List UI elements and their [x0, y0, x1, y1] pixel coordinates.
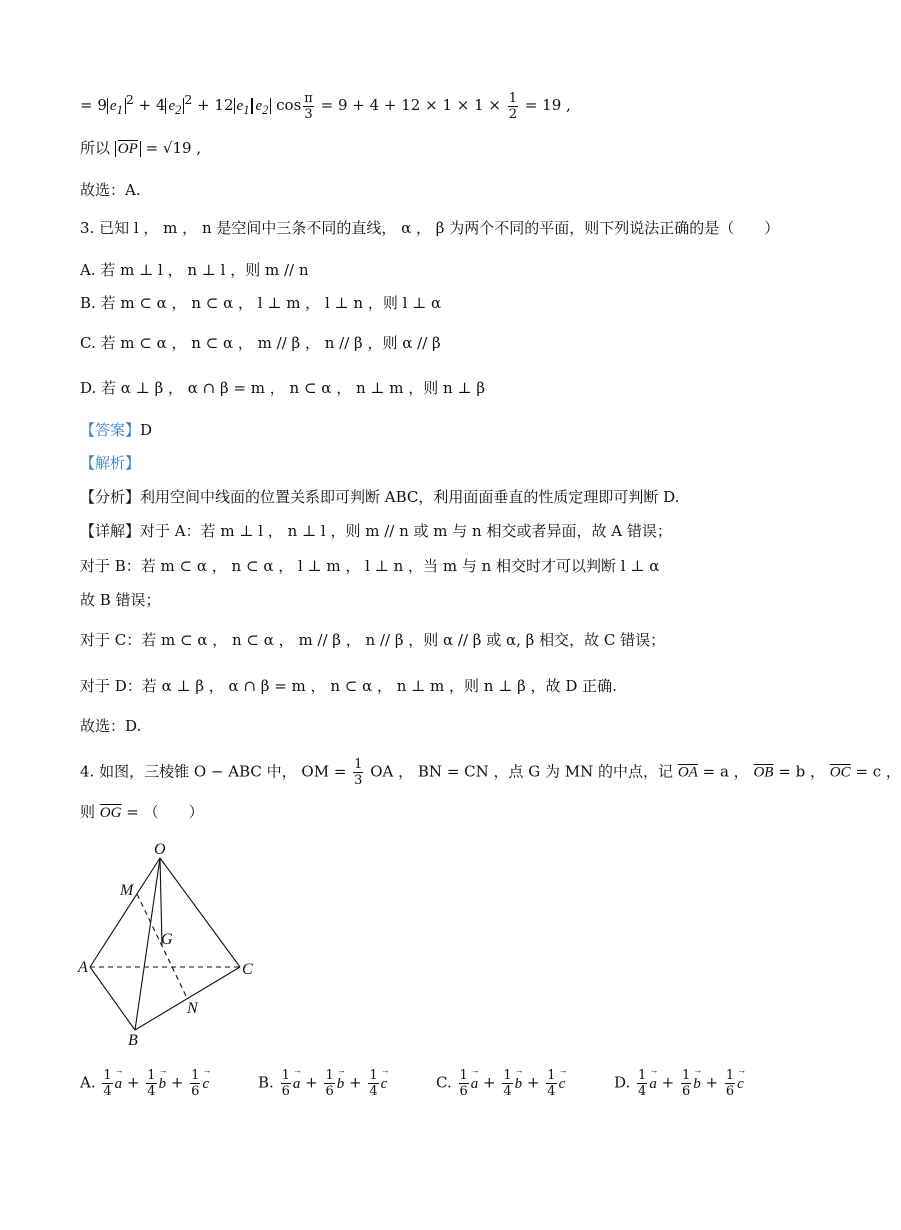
q3-choose: 故选：D.	[80, 717, 142, 735]
q3-detail-c: 对于 C：若 m ⊂ α ， n ⊂ α ， m // β ， n // β ，则 α // β 或 α, β 相交，故 C 错误；	[80, 631, 666, 649]
label-n: N	[187, 1000, 198, 1017]
label-c: C	[242, 961, 253, 978]
label-m: M	[120, 882, 134, 899]
q4-stem-line2: 则 $\overline{OG}$ = （ ）	[80, 803, 204, 821]
edge-oa	[90, 858, 160, 967]
choose-a: 故选：A.	[80, 181, 141, 199]
label-o: O	[154, 841, 166, 858]
q4-option-d: D. $\frac{1}{4}$ → a + $\frac{1}{6}$ → b + $\frac{1}{6}$ → c	[614, 1068, 744, 1099]
q4-stem: 4. 如图，三棱锥 O − ABC 中， OM = $\frac{1}{3}$ OA ， BN = CN ，点 G 为 MN 的中点，记 $\overline{OA} = a$ ， $\overline{OB} = b$ ， $\overline{OC} = c$ ，	[80, 757, 901, 788]
q3-analysis-tag: 【解析】	[80, 454, 141, 472]
q3-detail-a: 【详解】对于 A：若 m ⊥ l ， n ⊥ l ，则 m // n 或 m 与 n 相交或者异面，故 A 错误；	[80, 522, 672, 540]
q3-detail-b: 对于 B：若 m ⊂ α ， n ⊂ α ， l ⊥ m ， l ⊥ n ，当 m 与 n 相交时才可以判断 l ⊥ α	[80, 557, 660, 575]
label-b: B	[128, 1032, 138, 1049]
q3-option-b: B. 若 m ⊂ α ， n ⊂ α ， l ⊥ m ， l ⊥ n ，则 l ⊥ α	[80, 294, 442, 312]
edge-ob	[135, 858, 160, 1030]
q3-detail-b2: 故 B 错误；	[80, 591, 161, 609]
edge-ab	[90, 967, 135, 1030]
q3-option-d: D. 若 α ⊥ β ， α ∩ β = m ， n ⊂ α ， n ⊥ m ，则 n ⊥ β	[80, 379, 486, 397]
q4-option-c: C. $\frac{1}{6}$ → a + $\frac{1}{4}$ → b + $\frac{1}{4}$ → c	[436, 1068, 565, 1099]
q3-analysis: 【分析】利用空间中线面的位置关系即可判断 ABC，利用面面垂直的性质定理即可判断 D.	[80, 488, 680, 506]
equation-line: = 9 $e_1^2 + 4$ $e_2^2 + 12$ $e_1$ $e_2$ cos $\frac{\pi}{3}$ = 9 + 4 + 12 × 1 × 1 × $\frac{1}{2}$ = 19 ,	[80, 90, 571, 122]
label-g: G	[161, 931, 173, 948]
tetrahedron-figure	[70, 840, 270, 1050]
q3-detail-d: 对于 D：若 α ⊥ β ， α ∩ β = m ， n ⊂ α ， n ⊥ m ，则 n ⊥ β ，故 D 正确.	[80, 677, 617, 695]
edge-oc	[160, 858, 240, 967]
q3-option-a: A. 若 m ⊥ l ， n ⊥ l ，则 m // n	[80, 261, 309, 279]
q4-option-b: B. $\frac{1}{6}$ → a + $\frac{1}{6}$ → b + $\frac{1}{4}$ → c	[258, 1068, 387, 1099]
q3-stem: 3. 已知 l ， m ， n 是空间中三条不同的直线， α ， β 为两个不同的平面，则下列说法正确的是（ ）	[80, 219, 780, 237]
q3-answer: 【答案】D	[80, 421, 153, 439]
q3-option-c: C. 若 m ⊂ α ， n ⊂ α ， m // β ， n // β ，则 α // β	[80, 334, 441, 352]
q4-option-a: A. $\frac{1}{4}$ → a + $\frac{1}{4}$ → b + $\frac{1}{6}$ → c	[80, 1068, 209, 1099]
edge-bc	[135, 967, 240, 1030]
op-result-line: 所以 $\overline{OP} = √19$ ,	[80, 139, 202, 157]
label-a: A	[78, 959, 88, 976]
